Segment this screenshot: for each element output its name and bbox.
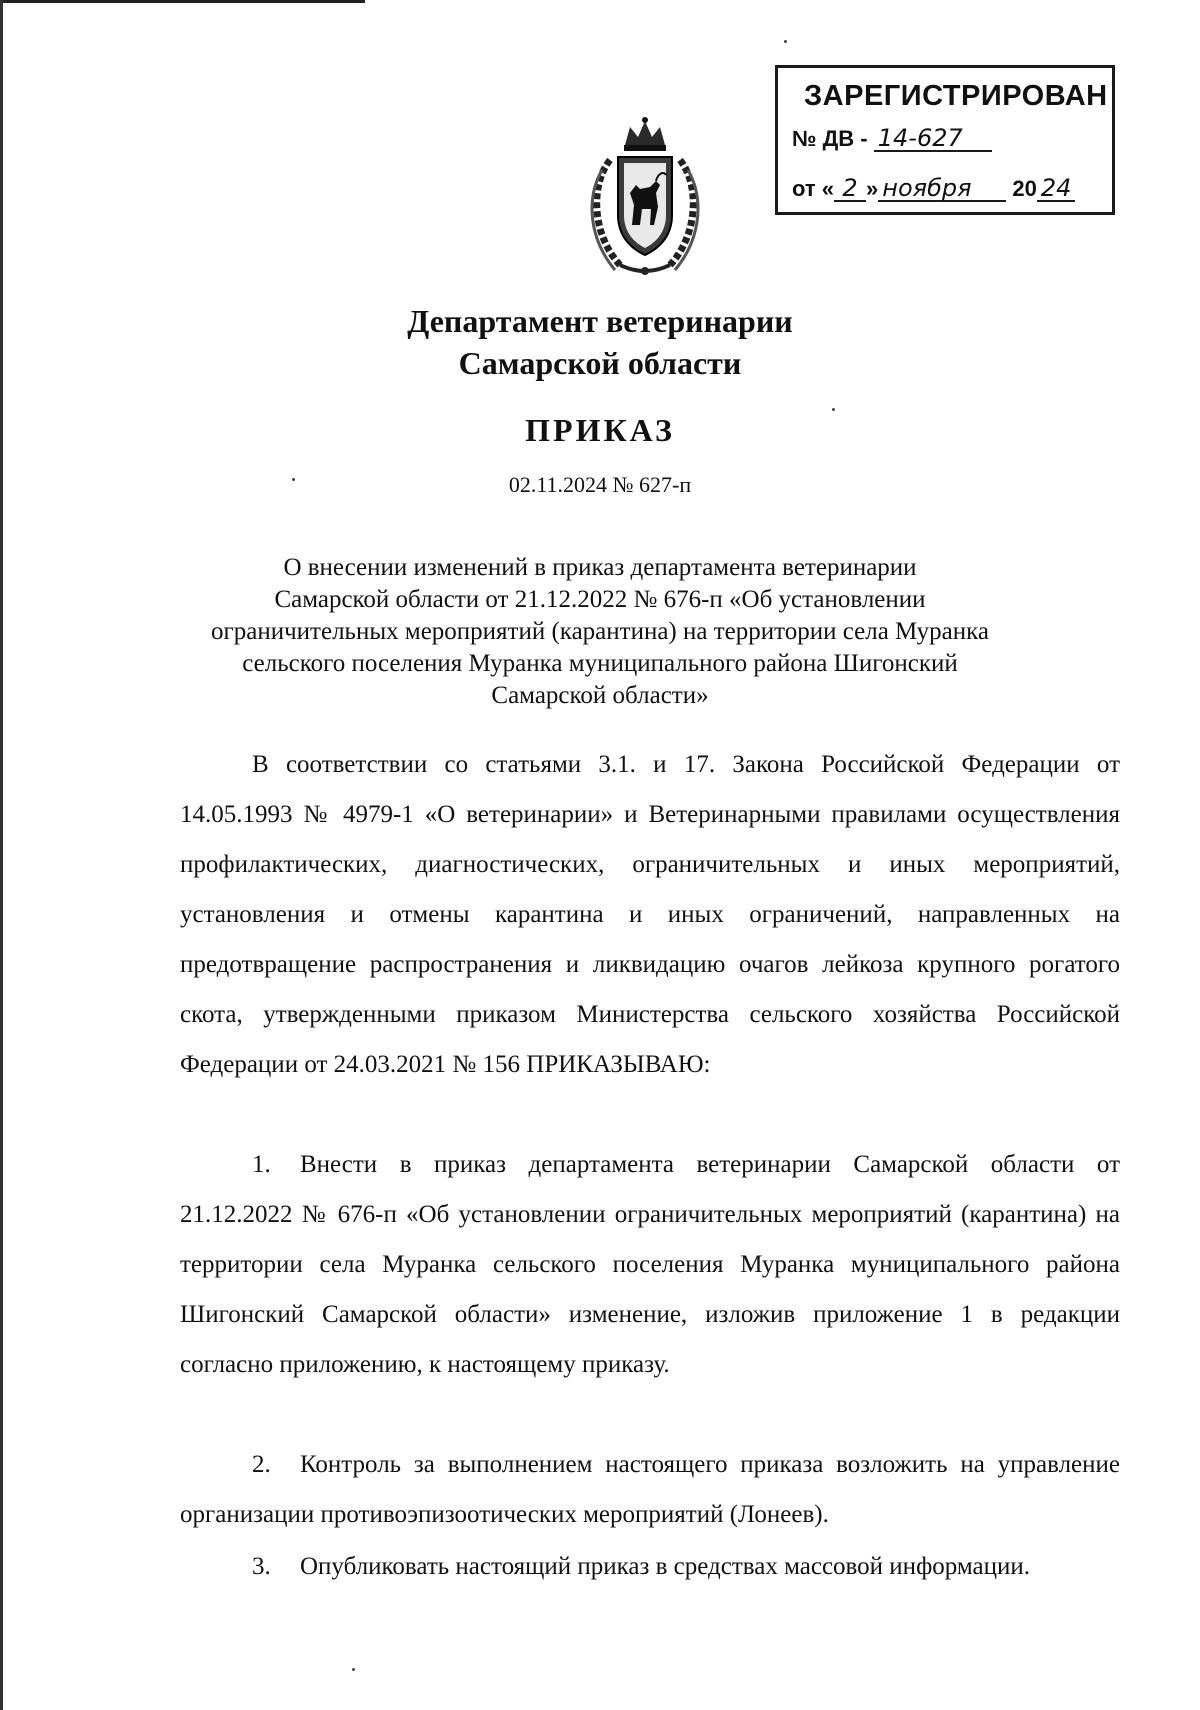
order-item-number: 1. — [252, 1151, 271, 1178]
department-line-1: Департамент ветеринарии — [407, 303, 793, 339]
scan-edge-top — [0, 0, 365, 3]
order-item-3 — [180, 1542, 1120, 1592]
stamp-number-handwritten: 14-627 — [874, 126, 992, 152]
stamp-date-row — [792, 176, 1075, 202]
department-name — [0, 300, 1200, 384]
stamp-date-month: ноября — [878, 176, 1006, 202]
stamp-date-mid: » — [866, 176, 879, 201]
registration-stamp — [775, 65, 1115, 215]
order-item-text: Внести в приказ департамента ветеринарии Самарской области от 21.12.2022 № 676-п «Об установлении ограничительных мероприятий (карантина) на территории села Муранка сельского поселения Муранка муниципального района Шигонский Самарской области» изменение, изложив приложение 1 в редакции согласно приложению, к настоящему приказу. — [180, 1151, 1120, 1378]
subject-line-1: О внесении изменений в приказ департамента ветеринарии — [283, 554, 917, 581]
stamp-title: ЗАРЕГИСТРИРОВАН — [804, 80, 1108, 112]
subject-line-2: Самарской области от 21.12.2022 № 676-п «Об установлении — [274, 586, 926, 613]
order-item-text: Опубликовать настоящий приказ в средствах массовой информации. — [300, 1553, 1031, 1580]
order-item-text: Контроль за выполнением настоящего приказа возложить на управление организации противоэпизоотических мероприятий (Лонеев). — [180, 1451, 1120, 1528]
order-item-1 — [180, 1140, 1120, 1390]
scan-speck — [784, 40, 787, 43]
scan-speck — [352, 1668, 355, 1671]
subject-line-5: Самарской области» — [491, 682, 709, 709]
order-item-number: 2. — [252, 1451, 271, 1478]
order-item-2 — [180, 1440, 1120, 1540]
stamp-date-year-prefix: 20 — [1012, 176, 1037, 201]
document-date-number: 02.11.2024 № 627-п — [508, 472, 692, 497]
scan-speck — [832, 408, 835, 411]
preamble-paragraph: В соответствии со статьями 3.1. и 17. Закона Российской Федерации от 14.05.1993 № 4979-1 «О ветеринарии» и Ветеринарными правилами осуществления профилактических, диагностических, ограничительных и иных мероприятий, установления и отмены карантина и иных ограничений, направленных на предотвращение распространения и ликвидацию очагов лейкоза крупного рогатого скота, утвержденными приказом Министерства сельского хозяйства Российской Федерации от 24.03.2021 № 156 ПРИКАЗЫВАЮ: — [180, 751, 1120, 1078]
subject-line-4: сельского поселения Муранка муниципального района Шигонский — [242, 650, 958, 677]
stamp-date-year: 24 — [1037, 176, 1075, 202]
order-item-number: 3. — [252, 1553, 271, 1580]
document-subject — [0, 552, 1200, 712]
stamp-date-prefix: от « — [792, 176, 835, 201]
scan-edge-left — [0, 0, 3, 1710]
samara-coat-of-arms-icon — [580, 115, 710, 280]
document-type-heading: ПРИКАЗ — [525, 412, 675, 448]
stamp-date-day: 2 — [834, 176, 866, 202]
subject-line-3: ограничительных мероприятий (карантина) на территории села Муранка — [210, 618, 989, 645]
department-line-2: Самарской области — [458, 345, 742, 381]
stamp-number-row — [792, 126, 992, 152]
stamp-number-prefix: № ДВ - — [792, 126, 868, 151]
